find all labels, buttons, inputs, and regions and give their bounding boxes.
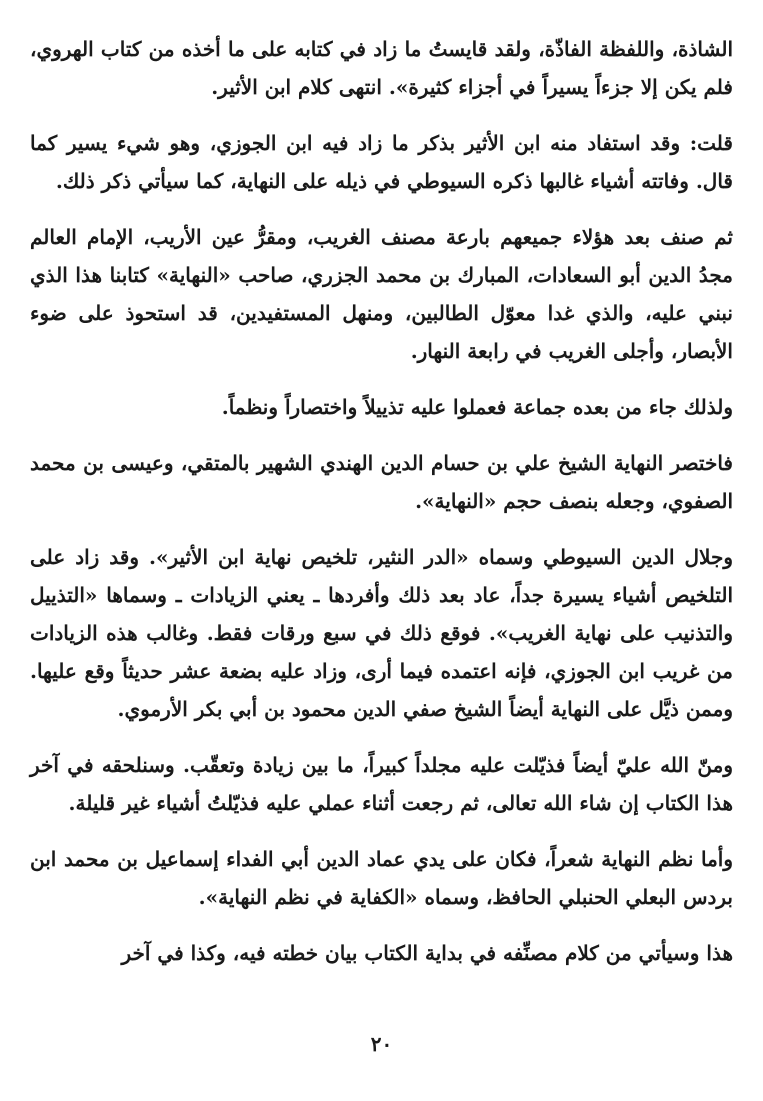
paragraph-qultu: قلت: وقد استفاد منه ابن الأثير بذكر ما زاد فيه ابن الجوزي، وهو شيء يسير كما قال. وفاتته أشياء غالبها ذكره السيوطي في ذيله على النهاية، كما سيأتي ذكر ذلك. bbox=[30, 131, 733, 193]
paragraph-successors: ولذلك جاء من بعده جماعة فعملوا عليه تذييلاً واختصاراً ونظماً. bbox=[221, 395, 733, 419]
paragraph-editor-supplement: ومنّ الله عليّ أيضاً فذيّلت عليه مجلداً كبيراً، ما بين زيادة وتعقّب. وسنلحقه في آخر هذا الكتاب إن شاء الله تعالى، ثم رجعت أثناء عملي عليه فذيّلتُ أشياء غير قليلة. bbox=[30, 753, 733, 815]
paragraph-ibn-athir-quote: الشاذة، واللفظة الفاذّة، ولقد قايستُ ما زاد في كتابه على ما أخذه من كتاب الهروي، فلم يكن إلا جزءاً يسيراً في أجزاء كثيرة». انتهى كلام ابن الأثير. bbox=[30, 37, 733, 99]
paragraph-abridgements: فاختصر النهاية الشيخ علي بن حسام الدين الهندي الشهير بالمتقي، وعيسى بن محمد الصفوي، وجعله بنصف حجم «النهاية». bbox=[30, 451, 733, 513]
paragraph-continuation: هذا وسيأتي من كلام مصنِّفه في بداية الكتاب بيان خطته فيه، وكذا في آخر bbox=[121, 941, 733, 965]
paragraph-versification: وأما نظم النهاية شعراً، فكان على يدي عماد الدين أبي الفداء إسماعيل بن محمد ابن بردس البعلي الحنبلي الحافظ، وسماه «الكفاية في نظم النهاية». bbox=[30, 847, 733, 909]
page-number: ٢٠ bbox=[370, 1032, 393, 1056]
paragraph-suyuti: وجلال الدين السيوطي وسماه «الدر النثير، تلخيص نهاية ابن الأثير». وقد زاد على التلخيص أشياء يسيرة جداً، عاد بعد ذلك وأفردها ـ يعني الزيادات ـ وسماها «التذييل والتذنيب على نهاية الغريب». فوقع ذلك في سبع ورقات فقط. وغالب هذه الزيادات من غريب ابن الجوزي، فإنه اعتمده فيما أرى، وزاد عليه بضعة عشر حديثاً وقع عليها. وممن ذيَّل على النهاية أيضاً الشيخ صفي الدين محمود بن أبي بكر الأرموي. bbox=[30, 545, 733, 721]
paragraph-nihaya-author: ثم صنف بعد هؤلاء جميعهم بارعة مصنف الغريب، ومقرُّ عين الأريب، الإمام العالم مجدُ الدين أبو السعادات، المبارك بن محمد الجزري، صاحب «النهاية» كتابنا هذا الذي نبني عليه، والذي غدا معوّل الطالبين، ومنهل المستفيدين، قد استحوذ على ضوء الأبصار، وأجلى الغريب في رابعة النهار. bbox=[30, 225, 733, 363]
document-body bbox=[30, 30, 733, 990]
